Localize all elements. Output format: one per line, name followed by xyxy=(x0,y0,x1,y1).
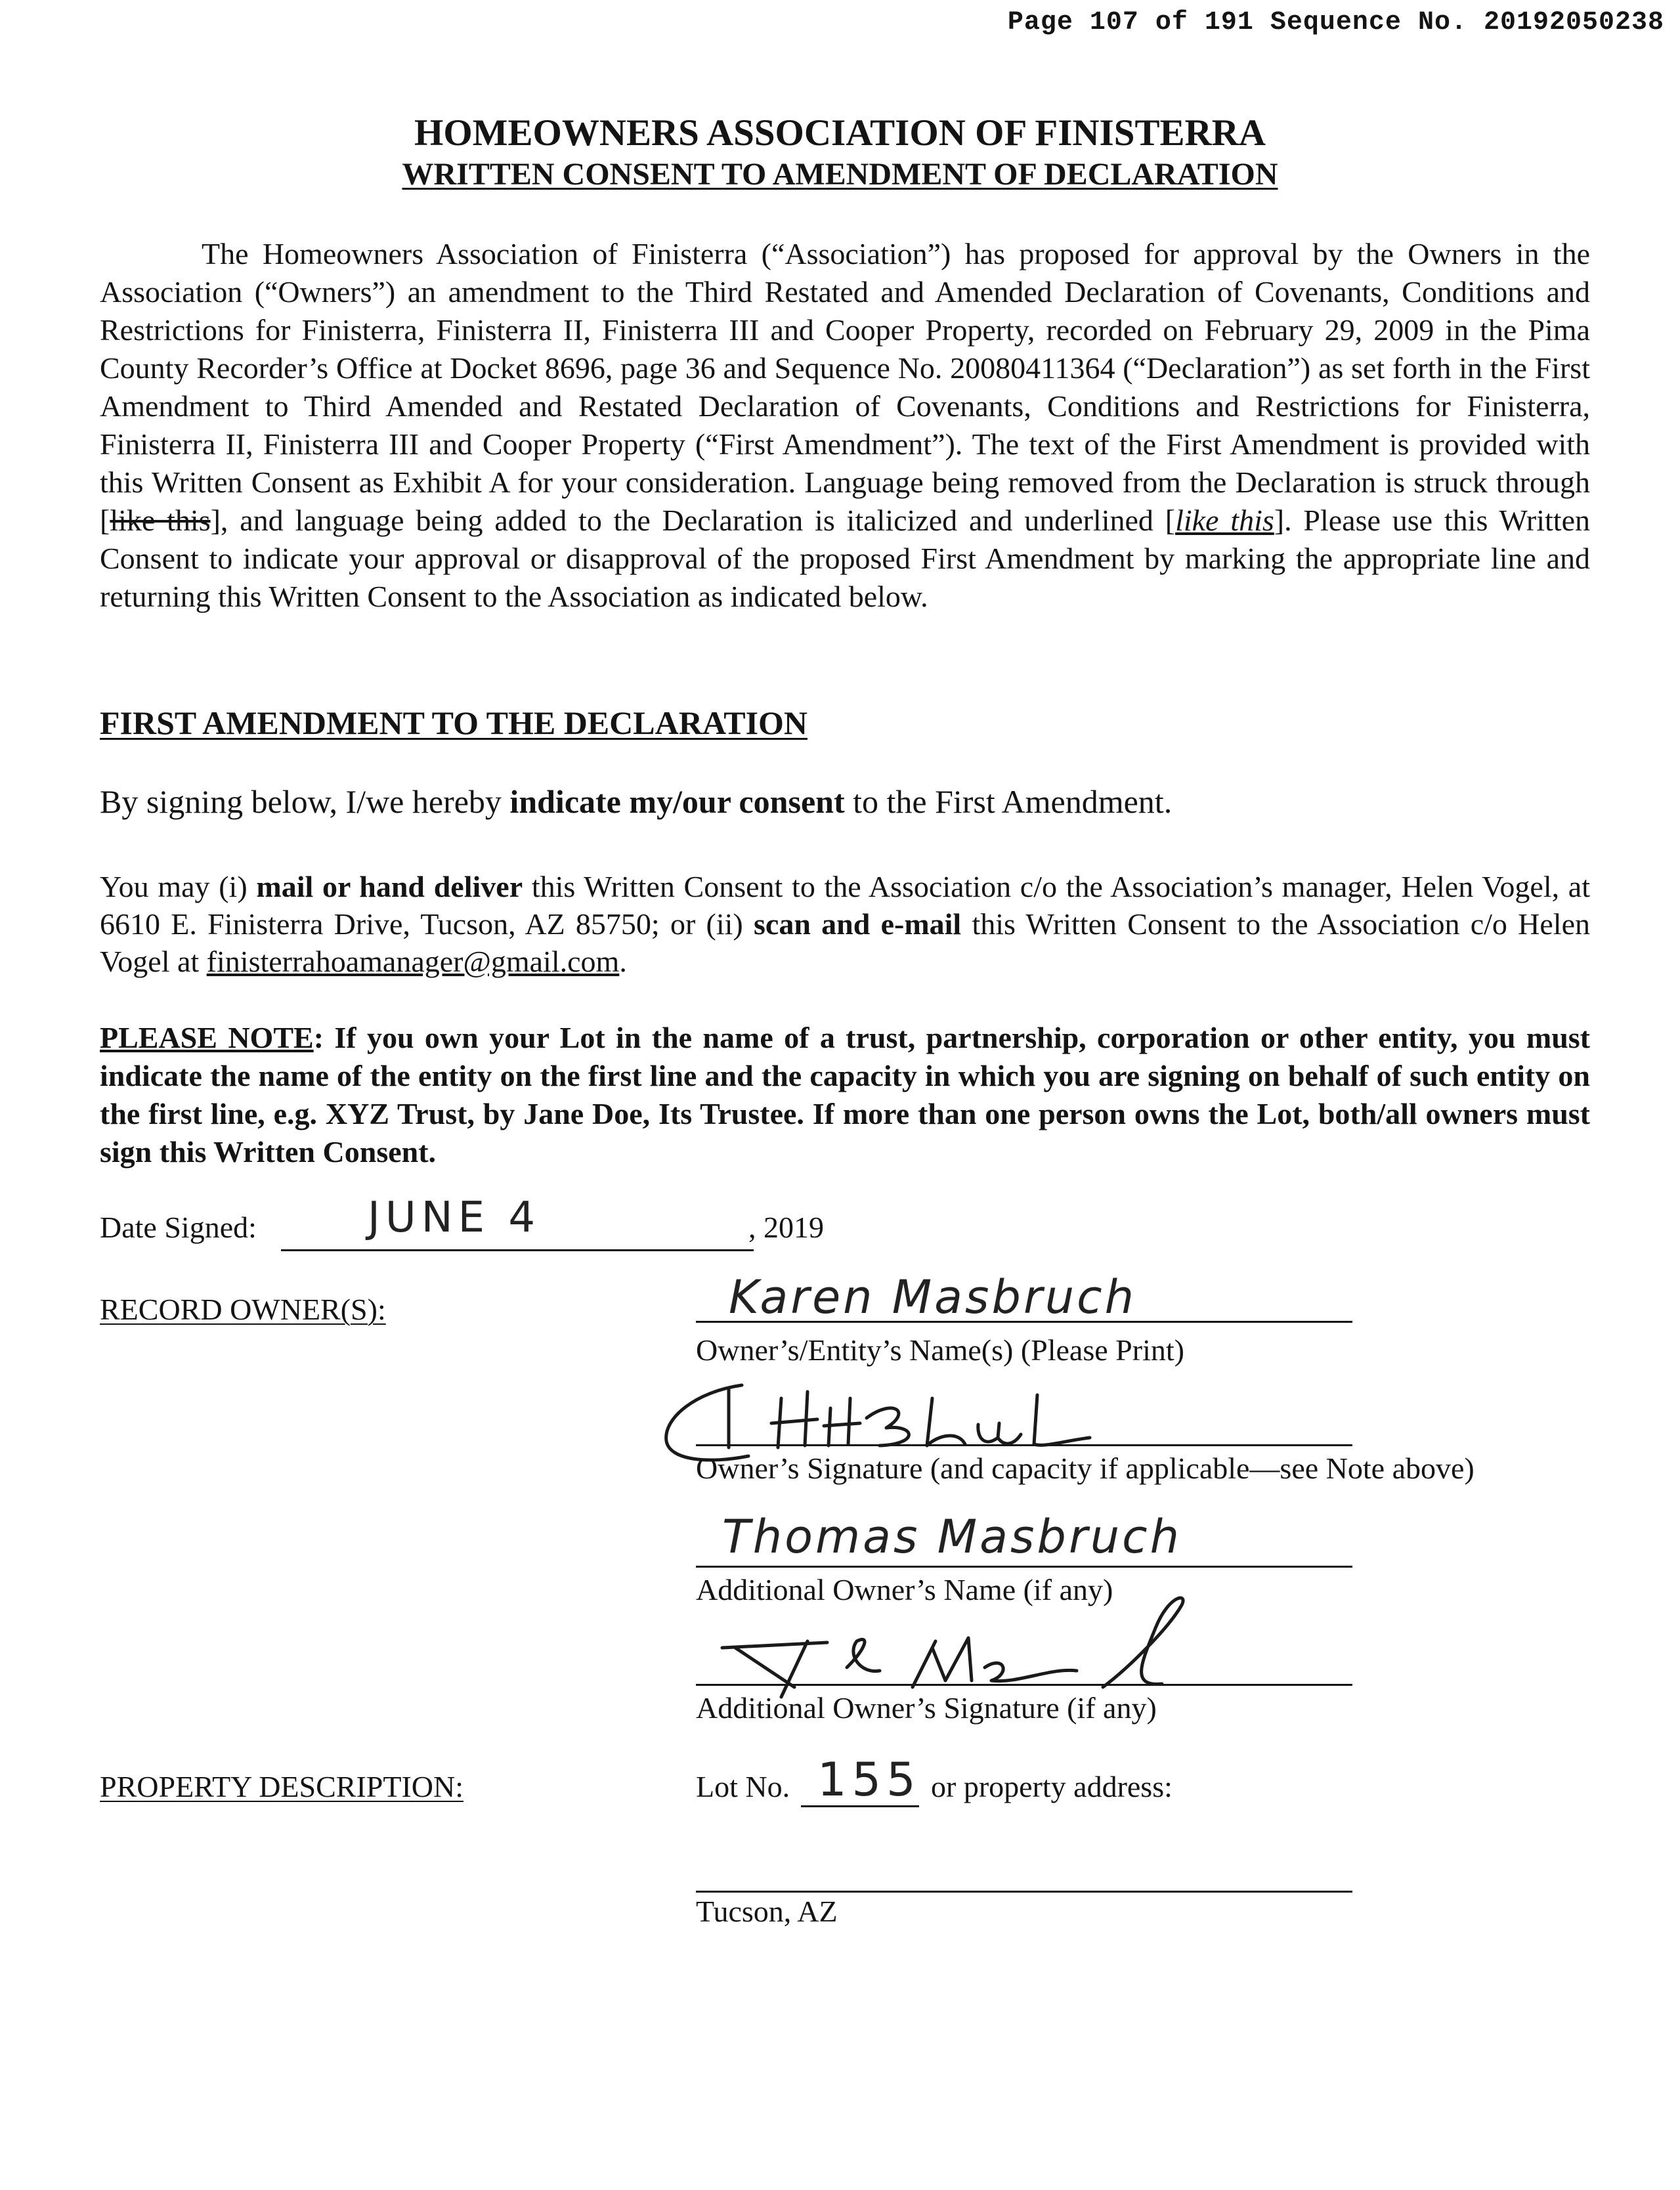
owner-name-value[interactable]: Karen Masbruch xyxy=(729,1270,1136,1324)
owner-signature-caption: Owner’s Signature (and capacity if applicable—see Note above) xyxy=(696,1451,1475,1485)
property-address-line[interactable] xyxy=(696,1891,1352,1893)
strikethrough-example: like this xyxy=(110,504,211,537)
document-subtitle: WRITTEN CONSENT TO AMENDMENT OF DECLARATION xyxy=(402,157,1278,192)
additional-name-caption: Additional Owner’s Name (if any) xyxy=(696,1573,1113,1606)
section-heading: FIRST AMENDMENT TO THE DECLARATION xyxy=(100,704,808,741)
page-reference: Page 107 of 191 Sequence No. 20192050238 xyxy=(1007,8,1664,37)
lot-number-label: Lot No. xyxy=(696,1770,790,1803)
email-link[interactable]: finisterrahoamanager@gmail.com xyxy=(206,945,620,978)
lot-number-value[interactable]: 155 xyxy=(817,1753,921,1807)
date-line xyxy=(281,1249,754,1251)
italic-underline-example: like this xyxy=(1175,504,1274,537)
date-year: , 2019 xyxy=(748,1211,824,1244)
date-value[interactable]: JUNE 4 xyxy=(368,1193,541,1242)
date-signed-label: Date Signed: xyxy=(100,1211,257,1244)
additional-signature-caption: Additional Owner’s Signature (if any) xyxy=(696,1691,1157,1725)
property-city: Tucson, AZ xyxy=(696,1895,838,1928)
additional-signature-image xyxy=(709,1589,1221,1700)
additional-name-line xyxy=(696,1566,1352,1568)
please-note: PLEASE NOTE: If you own your Lot in the name of a trust, partnership, corporation or other entity, you must indicate the name of the entity on the first line and the capacity in which you are signing on behalf of such entity on the first line, e.g. XYZ Trust, by Jane Doe, Its Trustee. If more than one person owns the Lot, both/all owners must sign this Written Consent. xyxy=(100,1021,1590,1169)
intro-paragraph: The Homeowners Association of Finisterra (“Association”) has proposed for approval by the Owners in the Association (“Owners”) an amendment to the Third Restated and Amended Declaration of Covenants, Conditions and Restrictions for Finisterra, Finisterra II, Finisterra III and Cooper Property, recorded on February 29, 2009 in the Pima County Recorder’s Office at Docket 8696, page 36 and Sequence No. 20080411364 (“Declaration”) as set forth in the First Amendment to Third Amended and Restated Declaration of Covenants, Conditions and Restrictions for Finisterra, Finisterra II, Finisterra III and Cooper Property (“First Amendment”). The text of the First Amendment is provided with this Written Consent as Exhibit A for your consideration. Language being removed from the Declaration is struck through [like this], and language being added to the Declaration is italicized and underlined [like this]. Please use this Written Consent to indicate your approval or disapproval of the proposed First Amendment by marking the appropriate line and returning this Written Consent to the Association as indicated below. xyxy=(100,237,1590,613)
property-description-label: PROPERTY DESCRIPTION: xyxy=(100,1770,463,1803)
record-owners-label: RECORD OWNER(S): xyxy=(100,1293,386,1326)
additional-name-value[interactable]: Thomas Masbruch xyxy=(722,1510,1182,1564)
property-address-label: or property address: xyxy=(931,1770,1173,1803)
delivery-instructions: You may (i) mail or hand deliver this Written Consent to the Association c/o the Association’s manager, Helen Vogel, at 6610 E. Finisterra Drive, Tucson, AZ 85750; or (ii) scan and e-mail this Written Consent to the Association c/o Helen Vogel at finisterrahoamanager@gmail.com. xyxy=(100,870,1591,978)
document-title: HOMEOWNERS ASSOCIATION OF FINISTERRA xyxy=(414,112,1266,154)
consent-statement: By signing below, I/we hereby indicate my/our consent to the First Amendment. xyxy=(100,783,1173,820)
owner-name-caption: Owner’s/Entity’s Name(s) (Please Print) xyxy=(696,1333,1184,1367)
